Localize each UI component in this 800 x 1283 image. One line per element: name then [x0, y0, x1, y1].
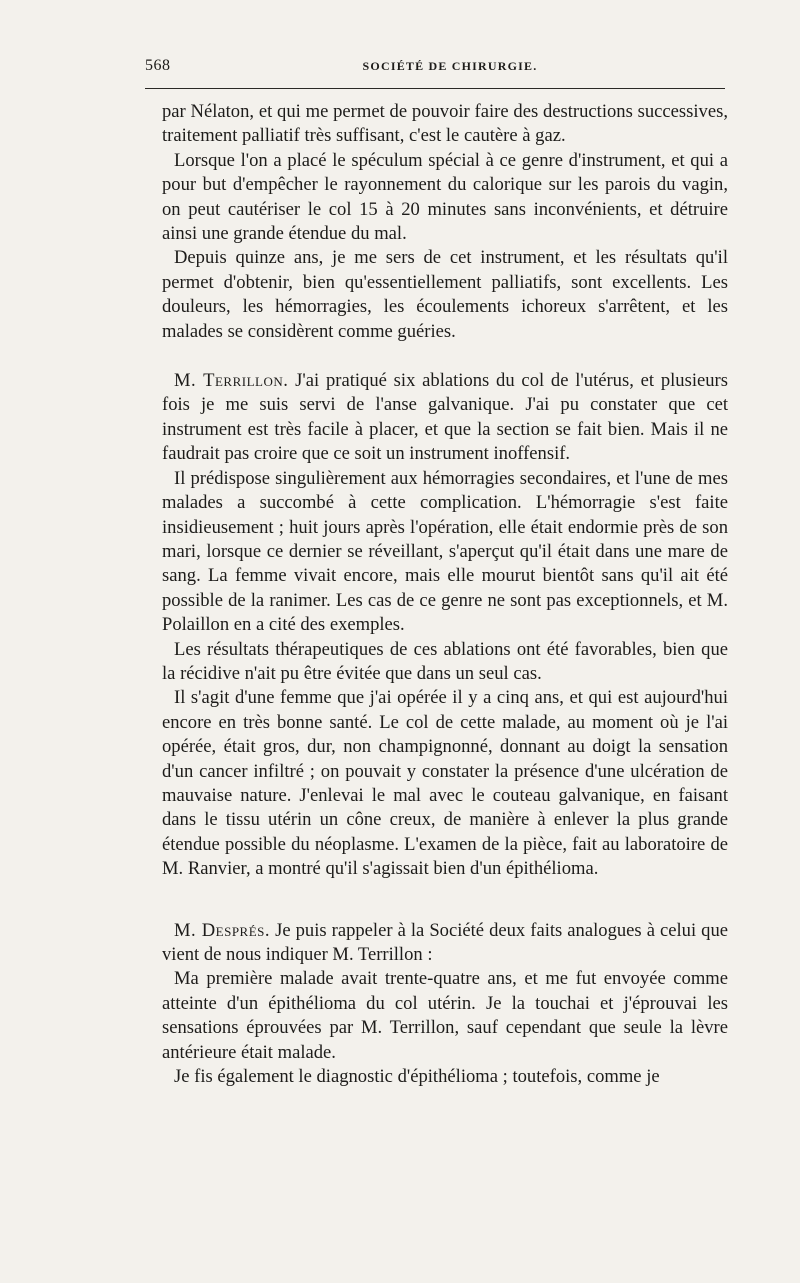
speech-text: J'ai pratiqué six ablations du col de l'utérus, et plusieurs fois je me suis servi de l'anse galvanique. J'ai pu constater que cet instrument est très facile à placer, et que la section se fait bien. Mais il ne faudrait pas croire que ce soit un instrument inoffensif. [162, 370, 728, 465]
paragraph: Je fis également le diagnostic d'épithélioma ; toutefois, comme je [174, 1066, 660, 1088]
paragraph: par Nélaton, et qui me permet de pouvoir faire des destructions successives, traitement palliatif très suffisant, c'est le cautère à gaz. [162, 101, 728, 147]
paragraph: Lorsque l'on a placé le spéculum spécial à ce genre d'instrument, et qui a pour but d'empêcher le rayonnement du calorique sur les parois du vagin, on peut cautériser le col 15 à 20 minutes sans inconvénients, et détruire ainsi une grande étendue du mal. [162, 149, 728, 245]
speaker-paragraph-despres [162, 919, 728, 968]
speaker-name: M. Després. [174, 919, 271, 941]
paragraph: Il s'agit d'une femme que j'ai opérée il y a cinq ans, et qui est aujourd'hui encore en très bonne santé. Le col de cette malade, au moment où je l'ai opérée, était gros, dur, non champignonné, donnant au doigt la sensation d'un cancer infiltré ; on pouvait y constater la présence d'une ulcération de mauvaise nature. J'enlevai le mal avec le couteau galvanique, en faisant dans le tissu utérin un cône creux, de manière à enlever la plus grande étendue possible du néoplasme. L'examen de la pièce, fait au laboratoire de M. Ranvier, a montré qu'il s'agissait bien d'un épithélioma. [162, 687, 728, 880]
speaker-name: M. Terrillon. [174, 370, 289, 392]
section-gap [162, 882, 728, 919]
paragraph: Les résultats thérapeutiques de ces ablations ont été favorables, bien que la récidive n'ait pu être évitée que dans un seul cas. [162, 638, 728, 684]
page-body [162, 100, 728, 1089]
page-header [145, 55, 725, 85]
page-number: 568 [145, 57, 171, 74]
section-gap [162, 344, 728, 369]
speaker-paragraph-terrillon [162, 369, 728, 467]
speech-text: Je puis rappeler à la Société deux faits analogues à celui que vient de nous indiquer M. Terrillon : [162, 919, 728, 965]
paragraph: Il prédispose singulièrement aux hémorragies secondaires, et l'une de mes malades a succombé à cette complication. L'hémorragie s'est faite insidieusement ; huit jours après l'opération, elle était endormie près de son mari, lorsque ce dernier se réveillant, s'aperçut qu'il était dans une mare de sang. La femme vivait encore, mais elle mourut bientôt sans qu'il ait été possible de la ranimer. Les cas de ce genre ne sont pas exceptionnels, et M. Polaillon en a cité des exemples. [162, 467, 728, 636]
running-head: SOCIÉTÉ DE CHIRURGIE. [362, 59, 538, 73]
header-rule [145, 88, 725, 89]
paragraph: Ma première malade avait trente-quatre ans, et me fut envoyée comme atteinte d'un épithélioma du col utérin. Je la touchai et j'éprouvai les sensations éprouvées par M. Terrillon, sauf cependant que seule la lèvre antérieure était malade. [162, 968, 728, 1063]
paragraph: Depuis quinze ans, je me sers de cet instrument, et les résultats qu'il permet d'obtenir, bien qu'essentiellement palliatifs, sont excellents. Les douleurs, les hémorragies, les écoulements ichoreux s'arrêtent, et les malades se considèrent comme guéries. [162, 247, 728, 342]
